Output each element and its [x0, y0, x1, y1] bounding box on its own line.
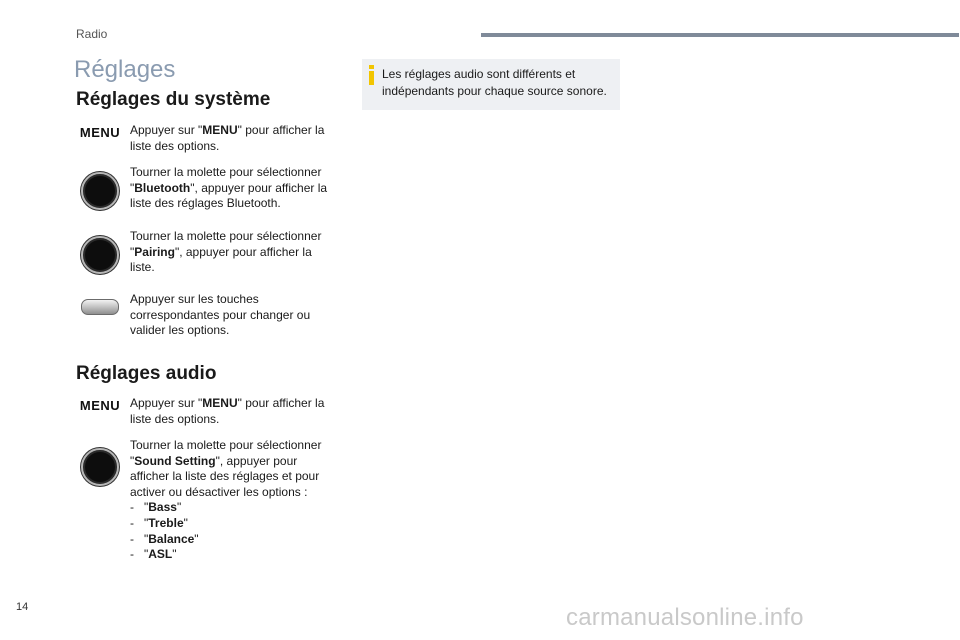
rotary-knob-icon [76, 234, 124, 274]
header-rule [481, 33, 959, 37]
step-text: Tourner la molette pour sélectionner "Bluetooth", appuyer pour afficher la liste des réglages Bluetooth. [130, 165, 328, 211]
rotary-knob-icon [76, 446, 124, 486]
info-text: Les réglages audio sont différents et indépendants pour chaque source sonore. [382, 67, 607, 98]
audio-settings-heading: Réglages audio [76, 363, 217, 384]
section-label: Radio [76, 27, 108, 41]
option-bass: - "Bass" [130, 500, 182, 515]
info-icon [369, 65, 374, 85]
option-asl: - "ASL" [130, 547, 177, 562]
step-text: Appuyer sur "MENU" pour afficher la liste des options. [130, 396, 325, 426]
watermark: carmanualsonline.info [566, 604, 804, 631]
page-title: Réglages [74, 56, 176, 83]
step-text: Tourner la molette pour sélectionner "Sound Setting", appuyer pour afficher la liste des réglages et pour activer ou désactiver les options : - "Bass" - "Treble" - "Balance" - "ASL" [130, 438, 338, 563]
option-treble: - "Treble" [130, 515, 188, 530]
page-number: 14 [16, 601, 29, 613]
system-settings-heading: Réglages du système [76, 89, 271, 110]
option-balance: - "Balance" [130, 531, 199, 546]
step-text: Appuyer sur les touches correspondantes pour changer ou valider les options. [130, 292, 311, 338]
menu-button-icon: MENU [79, 398, 121, 413]
rotary-knob-icon [76, 170, 124, 210]
step-text: Tourner la molette pour sélectionner "Pairing", appuyer pour afficher la liste. [130, 229, 322, 275]
info-box [362, 59, 620, 110]
step-text: Appuyer sur "MENU" pour afficher la liste des options. [130, 123, 325, 153]
key-button-icon [76, 297, 124, 315]
menu-button-icon: MENU [79, 125, 121, 140]
